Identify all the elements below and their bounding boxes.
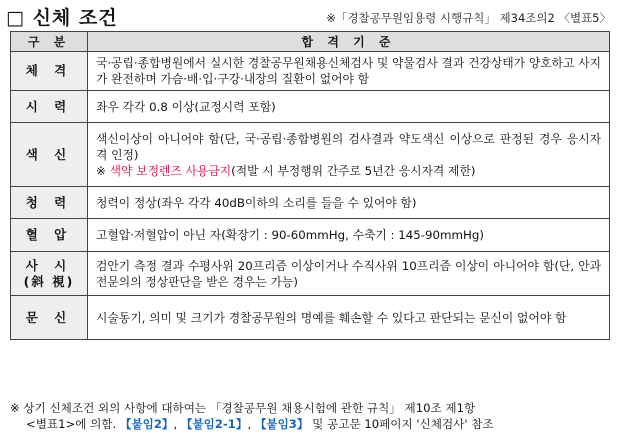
- footnote-text-b: 및 공고문 10페이지 '신체검사' 참조: [308, 417, 494, 431]
- table-row: [11, 252, 610, 296]
- physical-requirements-table: [10, 31, 610, 340]
- table-row: [11, 52, 610, 91]
- attachment-link-2[interactable]: 【붙임2】: [119, 417, 174, 431]
- footnote-text-a: <별표1>에 의함.: [26, 417, 120, 431]
- row-category: 문 신: [11, 296, 88, 340]
- row-category: [11, 252, 88, 296]
- table-row: [11, 187, 610, 219]
- row-category: 시 력: [11, 91, 88, 123]
- attachment-link-2-1[interactable]: 【붙임2-1】: [180, 417, 248, 431]
- footnote-line1: ※ 상기 신체조건 외의 사항에 대하여는 「경찰공무원 채용시험에 관한 규칙」 제10조 제1항: [10, 401, 476, 415]
- separator: ,: [247, 417, 255, 431]
- footnote-line2: [10, 416, 614, 432]
- row-category: 혈 압: [11, 219, 88, 252]
- header-category: 구 분: [11, 32, 88, 52]
- row-criteria: 좌우 각각 0.8 이상(교정시력 포함): [88, 91, 610, 123]
- attachment-link-3[interactable]: 【붙임3】: [254, 417, 309, 431]
- table-row: [11, 296, 610, 340]
- header-criteria: 합 격 기 준: [88, 32, 610, 52]
- row-category: 색 신: [11, 123, 88, 187]
- table-row: [11, 123, 610, 187]
- color-vision-text: 색신이상이 아니어야 함(단, 국·공립·종합병원의 검사결과 약도색신 이상으로 판정된 경우 응시자격 인정): [96, 131, 601, 162]
- category-line2: (斜 視): [23, 273, 75, 289]
- note-marker: ※: [96, 163, 110, 178]
- row-criteria: [88, 123, 610, 187]
- section-title: □ 신체 조건: [6, 7, 118, 29]
- row-criteria: 고혈압·저혈압이 아닌 자(확장기 : 90-60mmHg, 수축기 : 145-90mmHg): [88, 219, 610, 252]
- legal-reference: ※「경찰공무원임용령 시행규칙」 제34조의2 〈별표5〉: [326, 11, 611, 25]
- footnote: [10, 400, 614, 432]
- table-header-row: [11, 32, 610, 52]
- row-category: 청 력: [11, 187, 88, 219]
- row-criteria: 국·공립·종합병원에서 실시한 경찰공무원채용신체검사 및 약물검사 결과 건강상태가 양호하고 사지가 완전하며 가슴·배·입·구강·내장의 질환이 없어야 함: [88, 52, 610, 91]
- separator: ,: [173, 417, 181, 431]
- row-category: 체 격: [11, 52, 88, 91]
- row-criteria: 검안기 측정 결과 수평사위 20프리즘 이상이거나 수직사위 10프리즘 이상이 아니어야 함(단, 안과전문의의 정상판단을 받은 경우는 가능): [88, 252, 610, 296]
- table-row: [11, 91, 610, 123]
- table-row: [11, 219, 610, 252]
- lens-ban-penalty: (적발 시 부정행위 간주로 5년간 응시자격 제한): [231, 163, 476, 178]
- category-line1: 사 시: [25, 257, 73, 273]
- lens-ban-notice: 색약 보정렌즈 사용금지: [109, 163, 232, 178]
- row-criteria: 청력이 정상(좌우 각각 40dB이하의 소리를 들을 수 있어야 함): [88, 187, 610, 219]
- row-criteria: 시술동기, 의미 및 크기가 경찰공무원의 명예를 훼손할 수 있다고 판단되는 문신이 없어야 함: [88, 296, 610, 340]
